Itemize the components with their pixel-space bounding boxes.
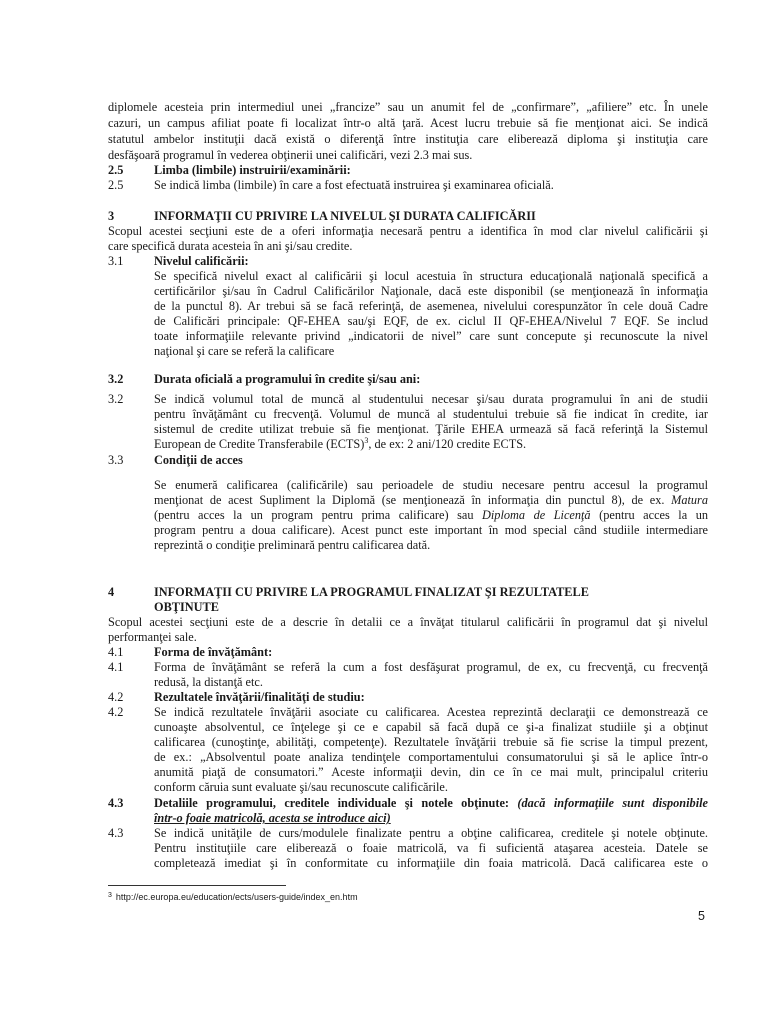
section-number: 4 xyxy=(108,585,115,599)
section-number: 4.2 xyxy=(108,705,124,719)
body-line: performanţei sale. xyxy=(108,630,197,644)
section-number: 4.1 xyxy=(108,660,124,674)
body-line: certificărilor şi/sau în Cadrul Calificărilor Naţionale, dacă este disponibil (se menţionează în informaţia xyxy=(154,284,708,298)
section-heading: Condiţii de acces xyxy=(154,453,243,467)
body-line: calificarea (cunoştinţe, abilităţi, competenţe). Rezultatele învăţării trebuie să fie scrise la timpul prezent, xyxy=(154,735,708,749)
footnote-ref: 3 xyxy=(364,435,369,445)
body-line: de la punctul 8). Ar trebui să se facă referinţă, de asemenea, nivelului corespunzător în cele două Cadre xyxy=(154,299,708,313)
body-line: program pentru a doua calificare). Acest punct este important în mod special când studiile intermediare xyxy=(154,523,708,537)
body-line: Scopul acestei secţiuni este de a descrie în detalii ce a învăţat titularul calificării în programul dat şi nivelul xyxy=(108,615,708,629)
intro-line: desfăşoară programul în vederea obţinerii unei calificări, vezi 2.3 mai sus. xyxy=(108,148,473,162)
text-run: (pentru acces la un xyxy=(590,508,708,522)
heading-run: Detaliile programului, creditele individuale şi notele obţinute: xyxy=(154,796,518,810)
body-line: Se specifică nivelul exact al calificării şi locul acestuia în structura educaţională naţională specifică a xyxy=(154,269,708,283)
intro-line: cazuri, un campus afiliat poate fi localizat într-o altă ţară. Acest lucru trebuie să fie menţionat aici. Se indică xyxy=(108,116,708,130)
body-line: conform căruia sunt evaluate şi/sau recunoscute calificările. xyxy=(154,780,448,794)
body-line: redusă, la distanţă etc. xyxy=(154,675,263,689)
body-line: Se indică limba (limbile) în care a fost efectuată instruirea şi examinarea oficială. xyxy=(154,178,554,192)
body-line: de ex.: „Absolventul poate analiza tendinţele comportamentului consumatorului şi să le aplice într-o xyxy=(154,750,708,764)
section-heading: Durata oficială a programului în credite şi/sau ani: xyxy=(154,372,421,386)
section-heading: OBŢINUTE xyxy=(154,600,219,614)
section-number: 3 xyxy=(108,209,115,223)
body-line: completează imediat şi în conformitate cu informaţiile din foaia matricolă. Dacă calificarea este o xyxy=(154,856,708,870)
body-line: pentru învăţământ cu frecvenţă. Volumul de muncă al studentului trebuie să fie indicat în credite, iar xyxy=(154,407,708,421)
section-number: 3.3 xyxy=(108,453,124,467)
body-line xyxy=(154,508,708,522)
section-heading: INFORMAŢII CU PRIVIRE LA PROGRAMUL FINALIZAT ŞI REZULTATELE xyxy=(154,585,589,599)
heading-run-italic: (dacă informaţiile sunt disponibile xyxy=(517,796,708,810)
intro-line: statutul ambelor instituţii dacă există o diferenţă între instituţia care eliberează diploma şi instituţia care xyxy=(108,132,708,146)
body-line: Se enumeră calificarea (calificările) sau perioadele de studiu necesare pentru accesul la programul xyxy=(154,478,708,492)
body-line: Scopul acestei secţiuni este de a oferi informaţia necesară pentru a identifica în mod clar nivelul calificării şi xyxy=(108,224,708,238)
section-heading: într-o foaie matricolă, acesta se introduce aici) xyxy=(154,811,391,825)
section-number: 2.5 xyxy=(108,163,124,177)
section-number: 4.3 xyxy=(108,796,124,810)
section-number: 3.2 xyxy=(108,372,124,386)
section-heading: Forma de învăţământ: xyxy=(154,645,273,659)
ects-example: , de ex: 2 ani/120 credite ECTS. xyxy=(368,437,527,451)
section-heading: Rezultatele învăţării/finalităţi de studiu: xyxy=(154,690,365,704)
body-line: cunoaşte absolventul, ce înţelege şi ce e capabil să facă după ce şi-a finalizat studiile şi a obţinut xyxy=(154,720,708,734)
text-run: (pentru acces la un program pentru prima calificare) sau xyxy=(154,508,482,522)
body-line: naţional şi care se referă la calificare xyxy=(154,344,335,358)
body-line: Se indică unităţile de curs/modulele finalizate pentru a obţine calificarea, creditele şi notele obţinute. xyxy=(154,826,708,840)
section-number: 2.5 xyxy=(108,178,124,192)
body-line: Se indică volumul total de muncă al studentului necesar şi/sau durata programului în ani de studii xyxy=(154,392,708,406)
footnote-link[interactable]: http://ec.europa.eu/education/ects/users-guide/index_en.htm xyxy=(115,892,358,902)
ects-text: European de Credite Transferabile (ECTS) xyxy=(154,437,365,451)
text-run: menţionat de acest Supliment la Diplomă (se menţionează în informaţia din punctul 8), de ex. xyxy=(154,493,672,507)
section-heading: Nivelul calificării: xyxy=(154,254,249,268)
section-number: 4.3 xyxy=(108,826,124,840)
footnote-mark: 3 xyxy=(108,892,112,899)
body-line: Se indică rezultatele învăţării asociate cu calificarea. Acestea reprezintă declaraţii ce demonstrează ce xyxy=(154,705,708,719)
section-heading xyxy=(154,796,708,810)
body-line: de Calificări principale: QF-EHEA sau/şi EQF, de ex. ciclul II QF-EHEA/Nivelul 7 EQF. Se includ xyxy=(154,314,708,328)
text-run-italic: Matura xyxy=(671,493,708,507)
section-number: 3.2 xyxy=(108,392,124,406)
text-run-italic: Diploma de Licenţă xyxy=(482,508,591,522)
body-line: reprezintă o condiţie preliminară pentru calificarea dată. xyxy=(154,538,431,552)
body-line: sistemul de credite utilizat trebuie să fie menţionat. Ţările EHEA urmează să facă referinţă la Sistemul xyxy=(154,422,708,436)
section-number: 4.1 xyxy=(108,645,124,659)
section-heading: Limba (limbile) instruirii/examinării: xyxy=(154,163,351,177)
page-number: 5 xyxy=(698,909,705,923)
body-line: care specifică durata acesteia în ani şi/sau credite. xyxy=(108,239,353,253)
footnote-divider xyxy=(108,885,286,886)
intro-line: diplomele acesteia prin intermediul unei „francize” sau un anumit fel de „confirmare”, „afiliere” etc. În unele xyxy=(108,100,708,114)
body-line xyxy=(154,437,526,451)
section-heading: INFORMAŢII CU PRIVIRE LA NIVELUL ŞI DURATA CALIFICĂRII xyxy=(154,209,536,223)
section-number: 4.2 xyxy=(108,690,124,704)
body-line: anumită piaţă de consumatori.” Aceste informaţii devin, din ce în ce mai mult, principalul criteriu xyxy=(154,765,708,779)
body-line: Forma de învăţământ se referă la cum a fost desfăşurat programul, de ex, cu frecvenţă, cu frecvenţă xyxy=(154,660,708,674)
footnote xyxy=(108,891,358,903)
body-line: Pentru instituţiile care eliberează o foaie matricolă, va fi suficientă ataşarea acesteia. Datele se xyxy=(154,841,708,855)
body-line xyxy=(154,493,708,507)
body-line: toate informaţiile relevante privind „indicatorii de nivel” care sunt concepute şi recunoscute la nivel xyxy=(154,329,708,343)
section-number: 3.1 xyxy=(108,254,124,268)
